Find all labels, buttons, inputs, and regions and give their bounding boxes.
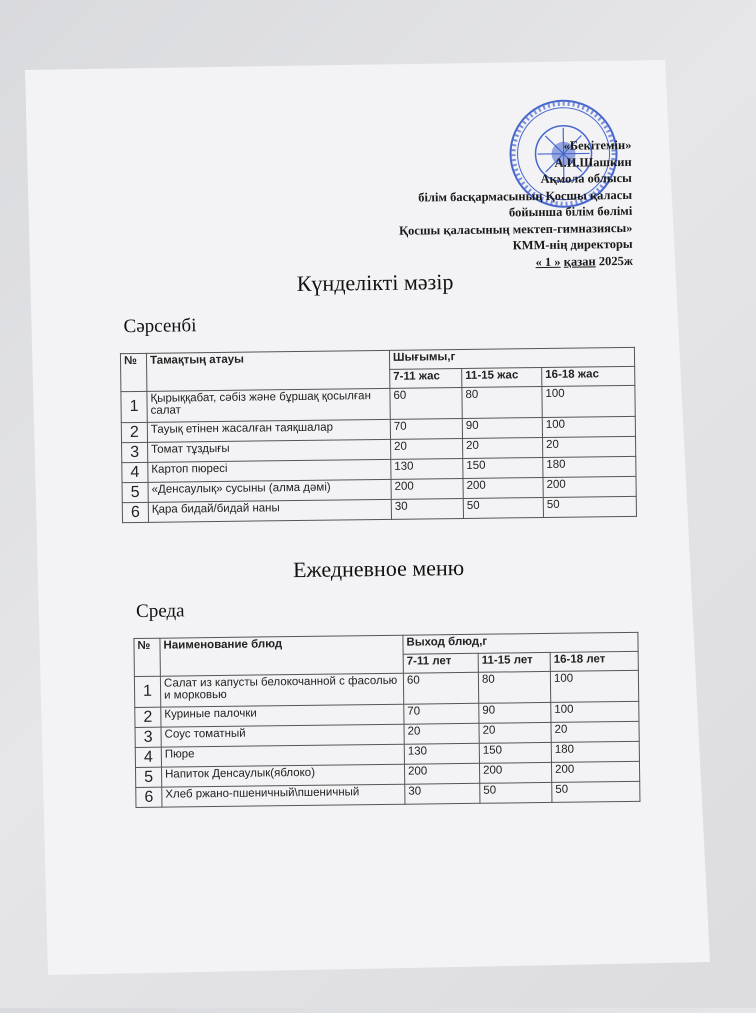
date-day: « 1 » <box>535 254 561 269</box>
portion-value: 200 <box>391 478 463 499</box>
portion-value: 30 <box>405 783 480 804</box>
portion-value: 80 <box>478 671 550 703</box>
row-num: 2 <box>121 422 147 442</box>
row-num: 6 <box>122 502 148 522</box>
portion-value: 50 <box>480 782 552 803</box>
approval-line: «Бекітемін» <box>563 137 632 153</box>
portion-value: 100 <box>550 670 638 702</box>
approval-line: білім басқармасының Қосшы қаласы <box>418 187 633 205</box>
portion-value: 90 <box>462 418 542 439</box>
portion-value: 150 <box>463 458 543 479</box>
header-age: 16-18 лет <box>550 651 638 671</box>
portion-value: 70 <box>404 703 479 724</box>
row-num: 4 <box>135 747 161 767</box>
header-yield: Выход блюд,г <box>403 632 638 654</box>
header-yield: Шығымы,г <box>389 347 634 369</box>
portion-value: 200 <box>404 763 479 784</box>
portion-value: 50 <box>552 781 640 802</box>
portion-value: 130 <box>391 458 463 479</box>
portion-value: 20 <box>404 723 479 744</box>
portion-value: 20 <box>479 722 551 743</box>
dish-name: Тауық етінен жасалған таяқшалар <box>147 419 390 442</box>
portion-value: 200 <box>479 762 551 783</box>
header-name: Наименование блюд <box>160 635 403 676</box>
dish-name: Салат из капусты белокочанной с фасолью и морковью <box>160 673 403 707</box>
row-num: 4 <box>122 462 148 482</box>
portion-value: 150 <box>479 742 551 763</box>
dish-name: Соус томатный <box>161 724 404 747</box>
header-age: 7-11 жас <box>390 368 462 388</box>
row-num: 1 <box>134 676 160 707</box>
row-num: 3 <box>122 442 148 462</box>
portion-value: 180 <box>543 456 636 477</box>
portion-value: 50 <box>543 496 636 517</box>
menu-table-kz <box>120 347 637 523</box>
portion-value: 80 <box>462 387 542 419</box>
row-num: 5 <box>136 767 162 787</box>
header-age: 7-11 лет <box>403 653 478 673</box>
portion-value: 60 <box>403 672 478 704</box>
portion-value: 100 <box>542 416 635 437</box>
header-name: Тамақтың атауы <box>146 350 389 391</box>
portion-value: 90 <box>479 702 551 723</box>
row-num: 3 <box>135 727 161 747</box>
approval-line: Ақмола облысы <box>540 170 632 187</box>
header-age: 11-15 лет <box>478 652 550 672</box>
approval-line: Қосшы қаласының мектеп-гимназиясы» <box>398 220 633 238</box>
header-age: 11-15 жас <box>462 368 542 388</box>
date-month: қазан <box>563 253 596 269</box>
portion-value: 20 <box>551 721 639 742</box>
portion-value: 60 <box>390 387 462 419</box>
portion-value: 20 <box>543 436 636 457</box>
dish-name: Қара бидай/бидай наны <box>148 499 391 522</box>
dish-name: Куриные палочки <box>161 704 404 727</box>
dish-name: «Денсаулық» сусыны (алма дәмі) <box>148 479 391 502</box>
menu-table-ru <box>133 632 640 808</box>
portion-value: 50 <box>463 498 543 519</box>
portion-value: 100 <box>542 385 635 417</box>
dish-name: Пюре <box>161 744 404 767</box>
approval-line: КММ-нің директоры <box>512 236 633 253</box>
portion-value: 20 <box>391 438 463 459</box>
approval-block <box>398 137 633 272</box>
portion-value: 20 <box>463 438 543 459</box>
day-heading-kz: Сәрсенбі <box>123 315 197 338</box>
portion-value: 200 <box>543 476 636 497</box>
portion-value: 100 <box>551 701 639 722</box>
dish-name: Напиток Денсаулык(яблоко) <box>162 764 405 787</box>
header-num: № <box>120 353 146 391</box>
portion-value: 200 <box>463 478 543 499</box>
page-title-kz: Күнделікті мәзір <box>296 269 454 296</box>
approval-line: бойынша білім бөлімі <box>508 203 633 220</box>
portion-value: 130 <box>404 743 479 764</box>
approval-line: А.И.Шашкин <box>554 154 632 170</box>
dish-name: Картоп пюресі <box>148 459 391 482</box>
portion-value: 70 <box>390 418 462 439</box>
row-num: 6 <box>136 787 162 807</box>
dish-name: Томат тұздығы <box>148 439 391 462</box>
row-num: 5 <box>122 482 148 502</box>
row-num: 1 <box>121 391 147 422</box>
dish-name: Хлеб ржано-пшеничный\пшеничный <box>162 784 405 807</box>
row-num: 2 <box>135 707 161 727</box>
portion-value: 180 <box>551 741 639 762</box>
dish-name: Қырыққабат, сәбіз және бұршақ қосылған салат <box>147 388 390 422</box>
portion-value: 200 <box>551 761 639 782</box>
page-title-ru: Ежедневное меню <box>292 554 465 583</box>
header-num: № <box>134 638 160 676</box>
portion-value: 30 <box>391 498 463 519</box>
header-age: 16-18 жас <box>542 366 635 386</box>
day-heading-ru: Среда <box>135 600 185 622</box>
date-year: 2025ж <box>598 253 633 268</box>
